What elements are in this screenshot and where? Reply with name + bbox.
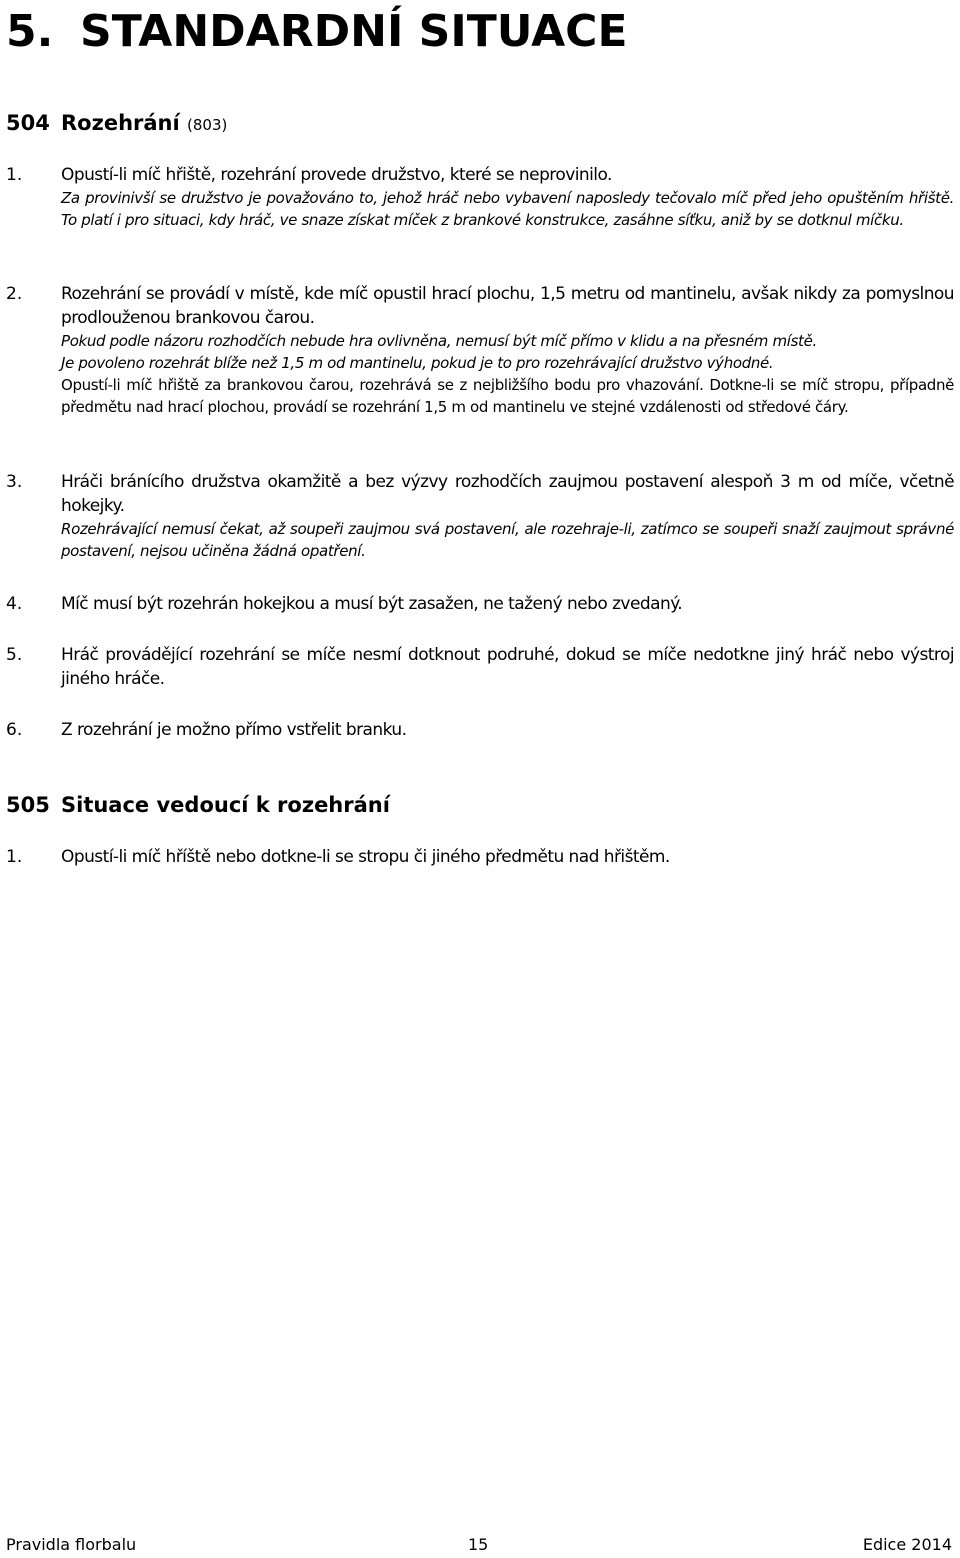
- rule-note: Rozehrávající nemusí čekat, až soupeři zaujmou svá postavení, ale rozehraje-li, zatímco se soupeři snaží zaujmout správné postavení, nejsou učiněna žádná opatření.: [61, 520, 954, 560]
- rule-504-2: [6, 282, 954, 418]
- section-title: Rozehrání: [61, 111, 180, 135]
- section-reference: (803): [187, 116, 228, 134]
- section-number: 504: [6, 111, 50, 135]
- rule-text-3: Opustí-li míč hřiště za brankovou čarou, rozehrává se z nejbližšího bodu pro vhazování. Dotkne-li se míč stropu, případně předmětu nad hrací plochou, provádí se rozehrání 1,5 m od mantinelu ve stejné vzdálenosti od středové čáry.: [61, 376, 954, 416]
- rule-note: Pokud podle názoru rozhodčích nebude hra ovlivněna, nemusí být míč přímo v klidu a na přesném místě.: [61, 332, 817, 350]
- section-heading-504: [6, 109, 227, 139]
- rule-number: 5.: [6, 645, 23, 665]
- rule-text: Rozehrání se provádí v místě, kde míč opustil hrací plochu, 1,5 metru od mantinelu, avšak nikdy za pomyslnou prodlouženou brankovou čarou.: [61, 284, 954, 328]
- rule-text: Opustí-li míč hříště nebo dotkne-li se stropu či jiného předmětu nad hřištěm.: [61, 847, 670, 867]
- rule-504-6: [6, 718, 954, 742]
- rule-504-4: [6, 592, 954, 616]
- chapter-title: [6, 4, 628, 60]
- rule-number: 4.: [6, 594, 23, 614]
- rule-504-5: [6, 643, 954, 691]
- rule-number: 2.: [6, 284, 23, 304]
- rule-text: Hráč provádějící rozehrání se míče nesmí dotknout podruhé, dokud se míče nedotkne jiný hráč nebo výstroj jiného hráče.: [61, 645, 954, 689]
- rule-number: 3.: [6, 472, 23, 492]
- rule-note-2: Je povoleno rozehrát blíže než 1,5 m od mantinelu, pokud je to pro rozehrávající družstvo výhodné.: [61, 354, 774, 372]
- footer-document-title: Pravidla florbalu: [6, 1535, 137, 1554]
- section-title: Situace vedoucí k rozehrání: [61, 793, 390, 817]
- rule-text: Z rozehrání je možno přímo vstřelit branku.: [61, 720, 407, 740]
- rule-505-1: [6, 845, 954, 869]
- chapter-title-text: STANDARDNÍ SITUACE: [80, 6, 628, 57]
- rule-504-1: [6, 163, 954, 231]
- rule-number: 6.: [6, 720, 23, 740]
- rule-text: Míč musí být rozehrán hokejkou a musí být zasažen, ne tažený nebo zvedaný.: [61, 594, 683, 614]
- rule-number: 1.: [6, 847, 23, 867]
- rule-504-3: [6, 470, 954, 562]
- section-heading-505: [6, 791, 390, 819]
- rule-number: 1.: [6, 165, 23, 185]
- section-number: 505: [6, 793, 50, 817]
- chapter-number: 5.: [6, 6, 54, 57]
- rule-note: Za provinivší se družstvo je považováno to, jehož hráč nebo vybavení naposledy tečovalo míč před jeho opuštěním hřiště. To platí i pro situaci, kdy hráč, ve snaze získat míček z brankové konstrukce, zasáhne síťku, aniž by se dotknul míčku.: [61, 189, 954, 229]
- rule-text: Hráči bránícího družstva okamžitě a bez výzvy rozhodčích zaujmou postavení alespoň 3 m od míče, včetně hokejky.: [61, 472, 954, 516]
- footer-edition: Edice 2014: [862, 1535, 952, 1554]
- rule-text: Opustí-li míč hřiště, rozehrání provede družstvo, které se neprovinilo.: [61, 165, 612, 185]
- footer-page-number: 15: [468, 1535, 489, 1554]
